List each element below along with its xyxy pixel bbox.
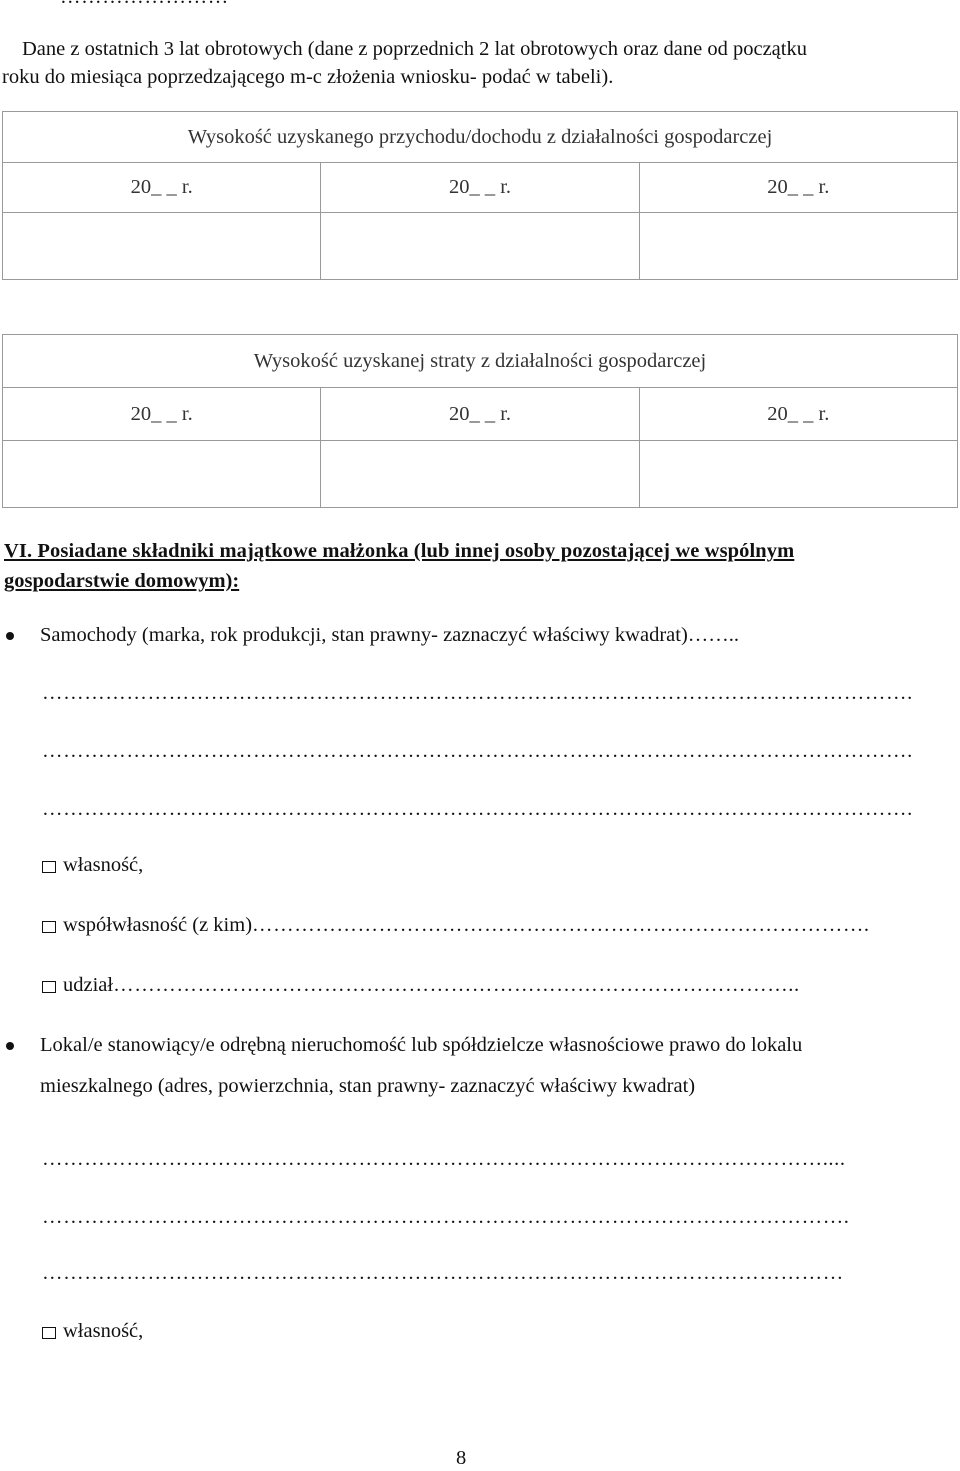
loss-year-1: 20_ _ r. — [3, 388, 321, 441]
loss-year-3: 20_ _ r. — [639, 388, 957, 441]
bullet-icon — [6, 632, 14, 640]
top-dotted-line — [60, 0, 920, 9]
premises-line-2: mieszkalnego (adres, powierzchnia, stan prawny- zaznaczyć właściwy kwadrat) — [40, 1075, 696, 1097]
page-number: 8 — [456, 1447, 467, 1469]
loss-table-header: Wysokość uzyskanej straty z działalności gospodarczej — [3, 335, 958, 388]
loss-value-3[interactable] — [639, 441, 957, 508]
co-ownership-label — [63, 914, 870, 937]
intro-line-1: Dane z ostatnich 3 lat obrotowych (dane z poprzednich 2 lat obrotowych oraz dane od początku — [22, 38, 807, 60]
premises-dotted-line-1[interactable]: ………………………………………………………………………………………………….... — [42, 1148, 846, 1170]
share-checkbox[interactable] — [42, 981, 56, 993]
premises-dotted-line-3[interactable]: …………………………………………………………………………………………………… — [42, 1262, 844, 1284]
share-label — [63, 974, 800, 997]
premises-ownership-label: własność, — [63, 1320, 144, 1342]
premises-line-1: Lokal/e stanowiący/e odrębną nieruchomość lub spółdzielcze własnościowe prawo do lokalu — [40, 1034, 803, 1056]
income-value-2[interactable] — [321, 213, 639, 280]
intro-line-2: roku do miesiąca poprzedzającego m-c złożenia wniosku- podać w tabeli). — [2, 66, 614, 88]
premises-dotted-line-2[interactable]: ……………………………………………………………………………………………………. — [42, 1206, 850, 1228]
co-ownership-label-text: współwłasność (z kim) — [63, 914, 253, 936]
premises-ownership-checkbox[interactable] — [42, 1327, 56, 1339]
share-dots[interactable]: …………………………………………………………………………………….. — [113, 974, 800, 996]
bullet-icon — [6, 1042, 14, 1050]
co-ownership-dots[interactable]: ……………………………………………………………………………. — [252, 914, 870, 936]
share-label-text: udział — [63, 974, 114, 996]
cars-dotted-line-3[interactable]: ……………………………………………………………………………………………………………. — [42, 798, 913, 820]
loss-value-1[interactable] — [3, 441, 321, 508]
section-vi-heading-line-1: VI. Posiadane składniki majątkowe małżonka (lub innej osoby pozostającej we wspólnym — [4, 540, 795, 562]
loss-table — [2, 334, 958, 508]
income-year-2: 20_ _ r. — [321, 163, 639, 213]
income-table-header: Wysokość uzyskanego przychodu/dochodu z działalności gospodarczej — [3, 112, 958, 163]
cars-dotted-line-2[interactable]: ……………………………………………………………………………………………………………. — [42, 740, 913, 762]
loss-value-2[interactable] — [321, 441, 639, 508]
ownership-checkbox[interactable] — [42, 861, 56, 873]
section-vi-heading-line-2: gospodarstwie domowym): — [4, 570, 240, 592]
income-table — [2, 111, 958, 280]
co-ownership-checkbox[interactable] — [42, 921, 56, 933]
cars-label-text: Samochody (marka, rok produkcji, stan prawny- zaznaczyć właściwy kwadrat) — [40, 624, 688, 646]
cars-label — [40, 624, 739, 647]
loss-year-2: 20_ _ r. — [321, 388, 639, 441]
income-value-1[interactable] — [3, 213, 321, 280]
ownership-label: własność, — [63, 854, 144, 876]
income-value-3[interactable] — [639, 213, 957, 280]
income-year-3: 20_ _ r. — [639, 163, 957, 213]
income-year-1: 20_ _ r. — [3, 163, 321, 213]
cars-label-dots: …….. — [687, 624, 740, 646]
cars-dotted-line-1[interactable]: ……………………………………………………………………………………………………………. — [42, 682, 913, 704]
